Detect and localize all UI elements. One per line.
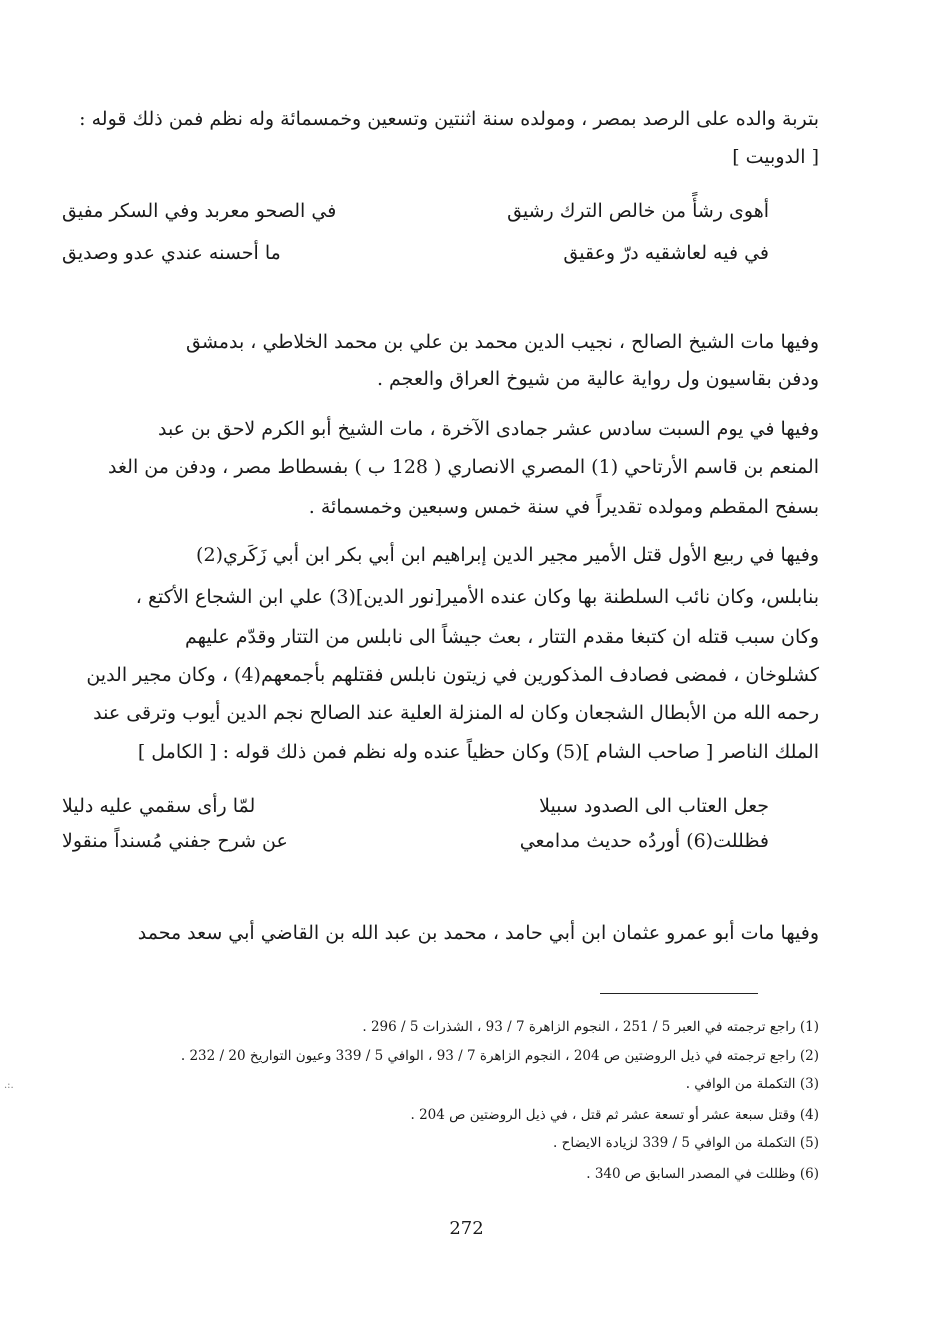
text-line: وفيها مات الشيخ الصالح ، نجيب الدين محمد بن علي بن محمد الخلاطي ، بدمشق <box>186 331 819 353</box>
text-line: بتربة والده على الرصد بمصر ، ومولده سنة اثنتين وتسعين وخمسمائة وله نظم فمن ذلك قوله : <box>79 108 819 130</box>
text-line: كشلوخان ، فمضى فصادف المذكورين في زيتون نابلس فقتلهم بأجمعهم(4) ، وكان مجير الدين <box>86 664 819 686</box>
text-line: وفيها في ربيع الأول قتل الأمير مجير الدين إبراهيم ابن أبي بكر ابن أبي زَكَري(2) <box>196 544 819 566</box>
footnote: (1) راجع ترجمته في العبر 5 / 251 ، النجوم الزاهرة 7 / 93 ، الشذرات 5 / 296 . <box>362 1019 819 1035</box>
verse-hemistich: أهوى رشأً من خالص الترك رشيق <box>507 200 769 222</box>
footnote: (5) التكملة من الوافي 5 / 339 لزيادة الايضاح . <box>553 1135 819 1151</box>
verse-hemistich: ما أحسنه عندي عدو وصديق <box>62 242 281 264</box>
text-line: رحمه الله من الأبطال الشجعان وكان له المنزلة العلية عند الصالح نجم الدين أيوب وترقى عند <box>93 702 819 724</box>
page-number: 272 <box>449 1218 484 1239</box>
verse-hemistich: لمّا رأى سقمي عليه دليلا <box>62 795 256 817</box>
text-line: وفيها مات أبو عمرو عثمان ابن أبي حامد ، محمد بن عبد الله بن القاضي أبي سعد محمد <box>137 922 819 944</box>
verse-hemistich: جعل العتاب الى الصدود سبيلا <box>539 795 769 817</box>
verse-line <box>62 236 819 270</box>
text-line: ودفن بقاسيون ول رواية عالية من شيوخ العراق والعجم . <box>376 368 819 390</box>
footnote: (4) وقتل سبعة عشر أو تسعة عشر ثم قتل ، في ذيل الروضتين ص 204 . <box>410 1107 819 1123</box>
text-line: المنعم بن قاسم الأرتاحي (1) المصري الانصاري ( 128 ب ) بفسطاط مصر ، ودفن من الغد <box>108 456 819 478</box>
verse-line <box>62 824 819 858</box>
meter-label: [ الدوبيت ] <box>732 146 819 168</box>
text-line: الملك الناصر [ صاحب الشام ](5) وكان حظياً عنده وله نظم فمن ذلك قوله : [ الكامل ] <box>137 741 819 763</box>
verse-line <box>62 789 819 823</box>
text-line: وكان سبب قتله ان كتبغا مقدم التتار ، بعث جيشاً الى نابلس من التتار وقدّم عليهم <box>184 626 819 648</box>
footnote: (3) التكملة من الوافي . <box>685 1076 819 1092</box>
text-line: بنابلس، وكان نائب السلطنة بها وكان عنده الأمير[نور الدين](3) علي ابن الشجاع الأكتع ، <box>135 586 819 608</box>
verse-hemistich: في الصحو معربد وفي السكر مفيق <box>62 200 337 222</box>
footnote: (2) راجع ترجمته في ذيل الروضتين ص 204 ، النجوم الزاهرة 7 / 93 ، الوافي 5 / 339 وعيون التواريخ 20 / 232 . <box>180 1048 819 1064</box>
text-line: بسفح المقطم ومولده تقديراً في سنة خمس وسبعين وخمسمائة . <box>308 496 819 518</box>
footnote: (6) وظللت في المصدر السابق ص 340 . <box>586 1166 819 1182</box>
verse-line <box>62 194 819 228</box>
text-line: وفيها في يوم السبت سادس عشر جمادى الآخرة ، مات الشيخ أبو الكرم لاحق بن عبد <box>157 418 819 440</box>
verse-hemistich: في فيه لعاشقيه درّ وعقيق <box>563 242 769 264</box>
verse-hemistich: عن شرح جفني مُسنداً منقولا <box>62 830 288 852</box>
footnote-separator <box>600 993 758 994</box>
scan-artifact: .:. <box>4 1080 14 1091</box>
verse-hemistich: فظللت(6) أوردُه حديث مدامعي <box>519 830 769 852</box>
